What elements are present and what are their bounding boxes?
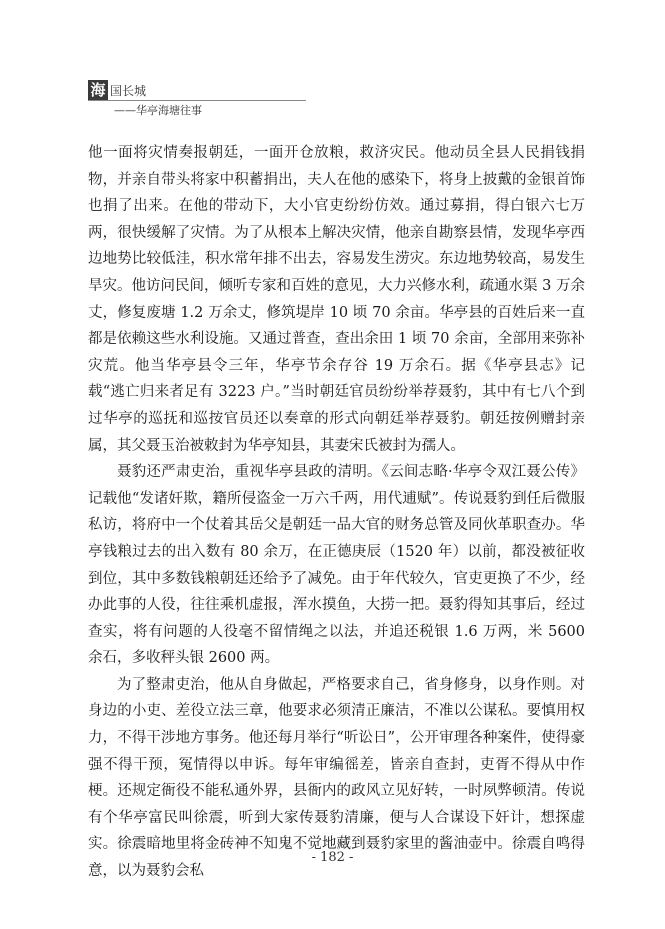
paragraph-1: 他一面将灾情奏报朝廷，一面开仓放粮，救济灾民。他动员全县人民捐钱捐物，并亲自带头将家中积蓄捐出，夫人在他的感染下，将身上披戴的金银首饰也捐了出来。在他的带动下，大小官吏纷纷仿效。通过募捐，得白银六七万两，很快缓解了灾情。为了从根本上解决灾情，他亲自勘察县情，发现华亭西边地势比较低洼，积水常年排不出去，容易发生涝灾。东边地势较高，易发生旱灾。他访问民间，倾听专家和百姓的意见，大力兴修水利，疏通水渠 3 万余丈，修复废塘 1.2 万余丈，修筑堤岸 10 顷 70 余亩。华亭县的百姓后来一直都是依赖这些水利设施。又通过普查，查出余田 1 顷 70 余亩，全部用来弥补灾荒。他当华亭县令三年，华亭节余存谷 19 万余石。据《华亭县志》记载“逃亡归来者足有 3223 户。”当时朝廷官员纷纷举荐聂豹，其中有七八个到过华亭的巡抚和巡按官员还以奏章的形式向朝廷举荐聂豹。朝廷按例赠封亲属，其父聂玉治被敕封为华亭知县，其妻宋氏被封为孺人。	[88, 145, 585, 454]
paragraph-2: 聂豹还严肃吏治，重视华亭县政的清明。《云间志略·华亭令双江聂公传》记载他“发诸奸欺，籍所侵盗金一万六千两，用代逋赋”。传说聂豹到任后微服私访，将府中一个仗着其岳父是朝廷一品大官的财务总管及同伙革职查办。华亭钱粮过去的出入数有 80 余万，在正德庚辰（1520 年）以前，都没被征收到位，其中多数钱粮朝廷还给予了减免。由于年代较久，官吏更换了不少，经办此事的人役，往往乘机虚报，浑水摸鱼，大捞一把。聂豹得知其事后，经过查实，将有问题的人役毫不留情绳之以法，并追还税银 1.6 万两，米 5600 余石，多收秤头银 2600 两。	[88, 464, 585, 667]
header-subtitle: ——华亭海塘往事	[114, 104, 202, 117]
header-title: 国长城	[110, 84, 147, 98]
running-header	[88, 80, 308, 120]
header-rule	[88, 100, 306, 101]
page-number: - 182 -	[311, 850, 354, 865]
body-text	[88, 140, 585, 885]
header-logo-char: 海	[88, 80, 108, 100]
paragraph-3: 为了整肃吏治，他从自身做起，严格要求自己，省身修身，以身作则。对身边的小吏、差役立法三章，他要求必须清正廉洁，不准以公谋私。要慎用权力，不得干涉地方事务。他还每月举行“听讼日”，公开审理各种案件，使得豪强不得干预，冤情得以申诉。每年审编徭差，皆亲自查封，吏胥不得从中作梗。还规定衙役不能私通外界，县衙内的政风立见好转，一时夙弊顿清。传说有个华亭富民叫徐震，听到大家传聂豹清廉，便与人合谋设下奸计，想探虚实。徐震暗地里将金砖神不知鬼不觉地藏到聂豹家里的酱油壶中。徐震自鸣得意，以为聂豹会私	[88, 676, 585, 880]
